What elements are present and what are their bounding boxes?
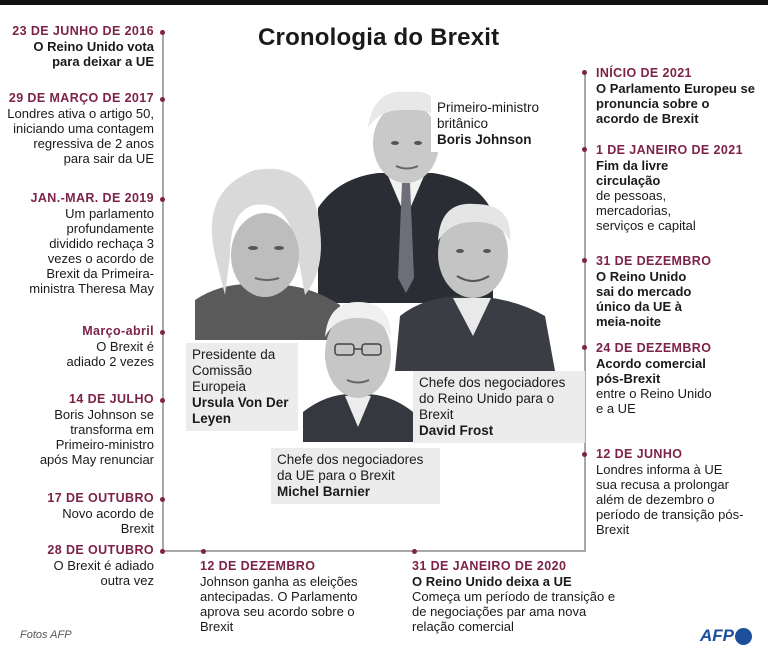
timeline-dot [160,497,165,502]
event-headline: O Reino Unido sai do mercado único da UE à meia-noite [596,269,692,329]
caption-role: Primeiro-ministro britânico [437,100,540,131]
timeline-event [596,143,756,233]
photo-credit: Fotos AFP [20,629,72,641]
timeline-event [4,91,154,166]
event-text: O Brexit é adiado outra vez [53,558,154,588]
caption-name: Boris Johnson [437,132,532,147]
event-date: 29 DE MARÇO DE 2017 [8,91,154,105]
event-text: de pessoas, mercadorias, serviços e capital [596,188,696,233]
event-date: 31 DE DEZEMBRO [596,254,712,268]
timeline-event [64,324,154,369]
event-text: Um parlamento profundamente dividido rechaça 3 vezes o acordo de Brexit da Primeira-ministra Theresa May [29,206,154,296]
event-text: Boris Johnson se transforma em Primeiro-ministro após May renunciar [39,407,154,467]
timeline-dot [582,345,587,350]
caption-role: Chefe dos negociadores do Reino Unido para o Brexit [419,375,566,422]
event-text: Novo acordo de Brexit [62,506,154,536]
timeline-dot [582,147,587,152]
event-text: Londres ativa o artigo 50, iniciando uma contagem regressiva de 2 anos para sair da UE [7,106,154,166]
caption-role: Chefe dos negociadores da UE para o Brexit [277,452,424,483]
timeline-event [596,66,756,126]
event-date: 1 DE JANEIRO DE 2021 [596,143,743,157]
caption-role: Presidente da Comissão Europeia [192,347,276,394]
timeline-event [34,543,154,588]
timeline-bottom-line [162,550,584,552]
event-text: Johnson ganha as eleições antecipadas. O Parlamento aprova seu acordo sobre o Brexit [200,574,358,634]
event-text: entre o Reino Unido e a UE [596,386,712,416]
event-date: INÍCIO DE 2021 [596,66,692,80]
timeline-event [200,559,380,634]
event-date: 12 DE DEZEMBRO [200,559,316,573]
event-headline: O Parlamento Europeu se pronuncia sobre o acordo de Brexit [596,81,755,126]
timeline-dot [160,197,165,202]
timeline-event [34,392,154,467]
timeline-dot [160,330,165,335]
portrait-michel-barnier [303,292,413,442]
timeline-event [412,559,617,634]
timeline-dot [160,97,165,102]
timeline-right-line [584,72,586,552]
page-title: Cronologia do Brexit [258,24,500,51]
event-date: Março-abril [82,324,154,338]
event-headline: O Reino Unido vota para deixar a UE [33,39,154,69]
caption-name: Ursula Von Der Leyen [192,395,289,426]
caption-name: David Frost [419,423,494,438]
event-date: 28 DE OUTUBRO [47,543,154,557]
timeline-dot [160,549,165,554]
event-headline: O Reino Unido deixa a UE [412,574,572,589]
event-date: 14 DE JULHO [69,392,154,406]
timeline-event [4,24,154,69]
timeline-dot [160,30,165,35]
caption-michel-barnier [271,448,440,504]
timeline-dot [201,549,206,554]
event-date: 31 DE JANEIRO DE 2020 [412,559,567,573]
event-text: Começa um período de transição e de negociações par ama nova relação comercial [412,589,616,634]
timeline-event [34,491,154,536]
timeline-event [596,341,736,416]
timeline-dot [160,398,165,403]
event-date: 17 DE OUTUBRO [47,491,154,505]
caption-name: Michel Barnier [277,484,371,499]
event-date: JAN.-MAR. DE 2019 [30,191,154,205]
timeline-event [596,254,726,329]
event-text: Londres informa à UE sua recusa a prolongar além de dezembro o período de transição pós-Brexit [596,462,744,537]
event-text: O Brexit é adiado 2 vezes [66,339,154,369]
event-date: 24 DE DEZEMBRO [596,341,712,355]
caption-boris-johnson [431,96,561,152]
event-date: 12 DE JUNHO [596,447,683,461]
top-rule [0,0,768,5]
event-headline: Fim da livre circulação [596,158,669,188]
afp-logo-dot-icon [735,628,752,645]
event-date: 23 DE JUNHO DE 2016 [12,24,154,38]
timeline-event [24,191,154,296]
timeline-left-line [162,30,164,552]
portrait-david-frost [395,196,555,371]
timeline-event [596,447,746,537]
timeline-dot [412,549,417,554]
timeline-dot [582,70,587,75]
caption-ursula-von-der-leyen [186,343,298,431]
event-headline: Acordo comercial pós-Brexit [596,356,706,386]
afp-logo [700,626,752,646]
timeline-dot [582,452,587,457]
afp-logo-text: AFP [700,626,734,645]
timeline-dot [582,258,587,263]
caption-david-frost [413,371,585,443]
